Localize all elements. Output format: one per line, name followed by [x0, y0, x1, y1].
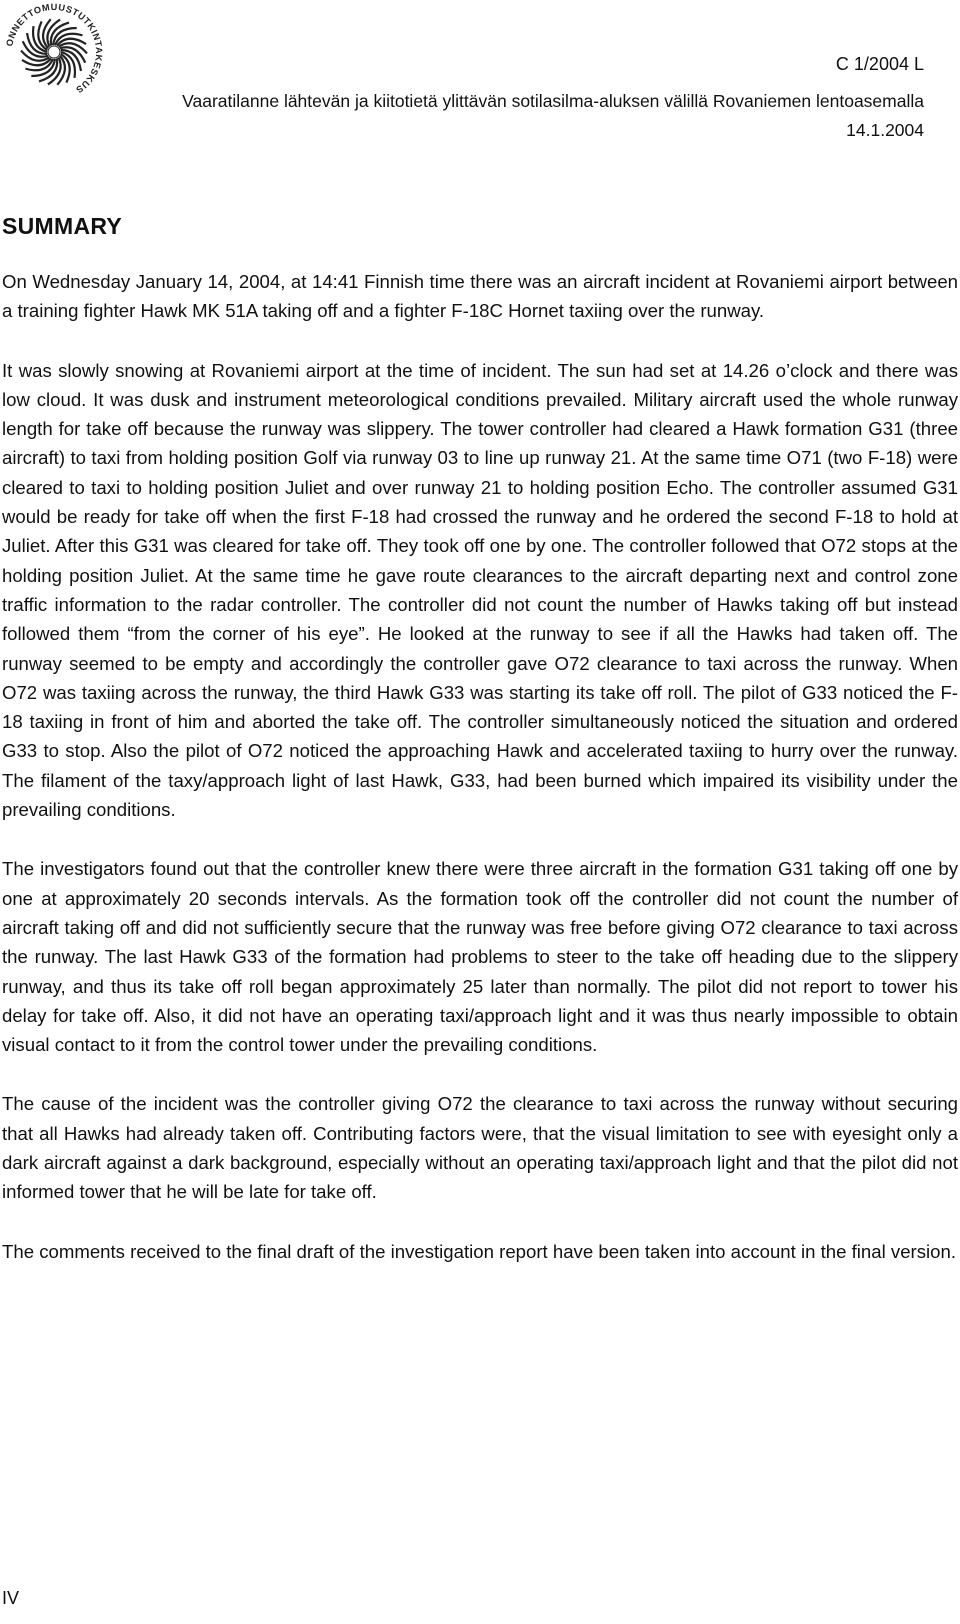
- paragraph: It was slowly snowing at Rovaniemi airport at the time of incident. The sun had set at 14.26 o’clock and there was low cloud. It was dusk and instrument meteorological conditions prevailed. Military aircraft used the whole runway length for take off because the runway was slippery. The tower controller had cleared a Hawk formation G31 (three aircraft) to taxi from holding position Golf via runway 03 to line up runway 21. At the same time O71 (two F-18) were cleared to taxi to holding position Juliet and over runway 21 to holding position Echo. The controller assumed G31 would be ready for take off when the first F-18 had crossed the runway and he ordered the second F-18 to hold at Juliet. After this G31 was cleared for take off. They took off one by one. The controller followed that O72 stops at the holding position Juliet. At the same time he gave route clearances to the aircraft departing next and control zone traffic information to the radar controller. The controller did not count the number of Hawks taking off but instead followed them “from the corner of his eye”. He looked at the runway to see if all the Hawks had taken off. The runway seemed to be empty and accordingly the controller gave O72 clearance to taxi across the runway. When O72 was taxiing across the runway, the third Hawk G33 was starting its take off roll. The pilot of G33 noticed the F-18 taxiing in front of him and aborted the take off. The controller simultaneously noticed the situation and ordered G33 to stop. Also the pilot of O72 noticed the approaching Hawk and accelerated taxiing to hurry over the runway. The filament of the taxy/approach light of last Hawk, G33, had been burned which impaired its visibility under the prevailing conditions.: [2, 359, 958, 821]
- paragraph: The investigators found out that the controller knew there were three aircraft in the formation G31 taking off one by one at approximately 20 seconds intervals. As the formation took off the controller did not count the number of aircraft taking off and did not sufficiently secure that the runway was free before giving O72 clearance to taxi across the runway. The last Hawk G33 of the formation had problems to steer to the take off heading due to the slippery runway, and thus its take off roll began approximately 25 later than normally. The pilot did not report to tower his delay for take off. Also, it did not have an operating taxi/approach light and it was thus nearly impossible to obtain visual contact to it from the control tower under the prevailing conditions.: [2, 858, 958, 1056]
- summary-body: [2, 267, 958, 1296]
- report-title-line2: 14.1.2004: [846, 120, 924, 140]
- report-header: [182, 50, 924, 145]
- seal-ring-text: ONNETTOMUUSTUTKINTAKESKUS: [4, 1, 105, 96]
- section-heading: SUMMARY: [2, 213, 123, 239]
- page-number: IV: [2, 1588, 20, 1608]
- report-title-line1: Vaaratilanne lähtevän ja kiitotietä ylittävän sotilasilma-aluksen välillä Rovaniemen lentoasemalla: [182, 91, 924, 111]
- report-code: C 1/2004 L: [835, 54, 924, 74]
- paragraph: On Wednesday January 14, 2004, at 14:41 Finnish time there was an aircraft incident at Rovaniemi airport between a training fighter Hawk MK 51A taking off and a fighter F-18C Hornet taxiing over the runway.: [2, 271, 958, 322]
- paragraph: The comments received to the final draft of the investigation report have been taken into account in the final version.: [2, 1240, 957, 1262]
- agency-seal-logo: [2, 0, 106, 104]
- paragraph: The cause of the incident was the controller giving O72 the clearance to taxi across the runway without securing that all Hawks had already taken off. Contributing factors were, that the visual limitation to see with eyesight only a dark aircraft against a dark background, especially without an operating taxi/approach light and that the pilot did not informed tower that he will be late for take off.: [2, 1093, 958, 1203]
